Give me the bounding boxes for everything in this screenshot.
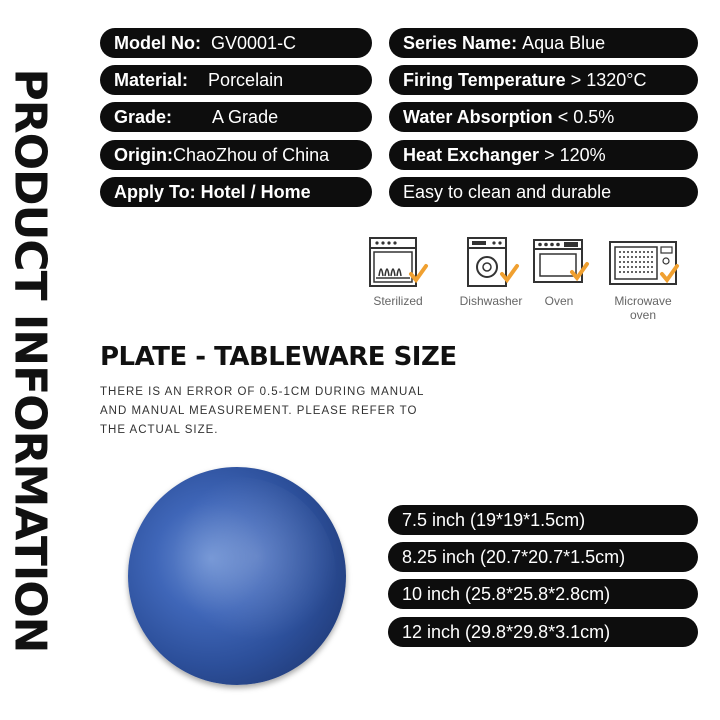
measurement-note: THERE IS AN ERROR OF 0.5-1CM DURING MANUAL AND MANUAL MEASUREMENT. PLEASE REFER TO THE ACTUAL SIZE. bbox=[100, 386, 425, 436]
spec-material: Material: Porcelain bbox=[100, 65, 372, 95]
size-8-25-inch: 8.25 inch (20.7*20.7*1.5cm) bbox=[388, 542, 698, 572]
feature-label: Sterilized bbox=[373, 294, 423, 308]
feature-oven bbox=[524, 236, 594, 308]
spec-model: Model No: GV0001-C bbox=[100, 28, 372, 58]
spec-origin: Origin:ChaoZhou of China bbox=[100, 140, 372, 170]
size-7-5-inch: 7.5 inch (19*19*1.5cm) bbox=[388, 505, 698, 535]
side-title: PRODUCT INFORMATION bbox=[4, 68, 56, 652]
sterilizer-icon bbox=[367, 236, 429, 290]
spec-heat: Heat Exchanger > 120% bbox=[389, 140, 698, 170]
feature-sterilized bbox=[363, 236, 433, 308]
spec-series: Series Name: Aqua Blue bbox=[389, 28, 698, 58]
oven-icon bbox=[528, 236, 590, 290]
spec-water: Water Absorption < 0.5% bbox=[389, 102, 698, 132]
size-10-inch: 10 inch (25.8*25.8*2.8cm) bbox=[388, 579, 698, 609]
dishwasher-icon bbox=[460, 236, 522, 290]
spec-grade: Grade: A Grade bbox=[100, 102, 372, 132]
feature-microwave bbox=[608, 236, 678, 322]
spec-apply: Apply To: Hotel / Home bbox=[100, 177, 372, 207]
feature-label: Dishwasher bbox=[459, 294, 523, 308]
spec-firing: Firing Temperature > 1320°C bbox=[389, 65, 698, 95]
section-title: PLATE - TABLEWARE SIZE bbox=[100, 342, 457, 372]
feature-label: Microwave oven bbox=[614, 294, 672, 322]
spec-easy: Easy to clean and durable bbox=[389, 177, 698, 207]
plate-image bbox=[128, 467, 346, 685]
feature-label: Oven bbox=[544, 294, 574, 308]
size-12-inch: 12 inch (29.8*29.8*3.1cm) bbox=[388, 617, 698, 647]
feature-dishwasher bbox=[456, 236, 526, 308]
microwave-icon bbox=[608, 236, 680, 290]
